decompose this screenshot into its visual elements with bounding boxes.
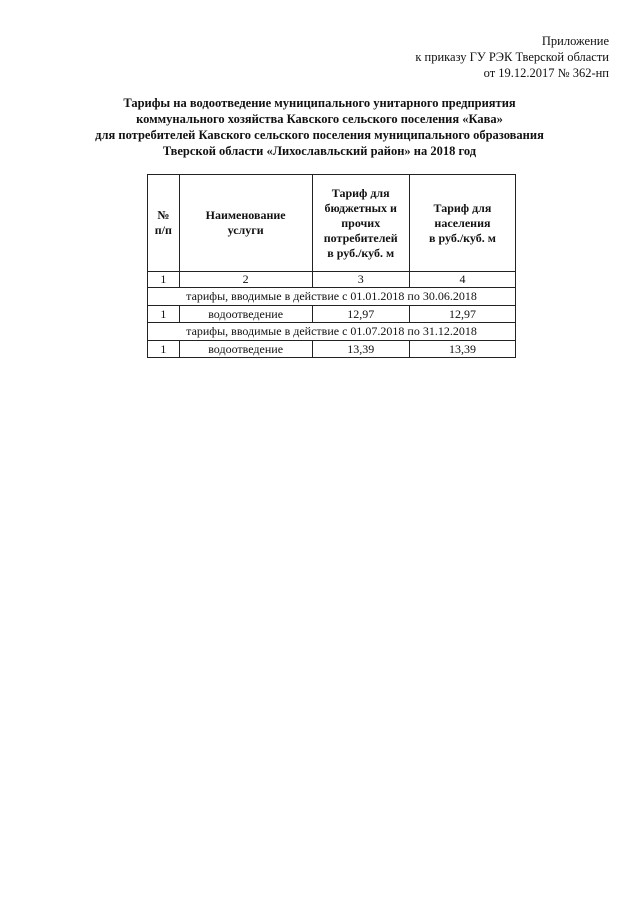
header-tariff-budget: Тариф для бюджетных и прочих потребителей в руб./куб. м bbox=[312, 175, 409, 272]
period-label: тарифы, вводимые в действие с 01.01.2018 по 30.06.2018 bbox=[148, 288, 516, 306]
title-line: Тверской области «Лихославльский район» на 2018 год bbox=[162, 144, 477, 158]
table-row bbox=[148, 341, 516, 358]
row-tariff-population: 13,39 bbox=[409, 341, 515, 358]
row-tariff-population: 12,97 bbox=[409, 306, 515, 323]
column-number: 4 bbox=[409, 272, 515, 288]
row-service: водоотведение bbox=[179, 306, 312, 323]
row-tariff-budget: 13,39 bbox=[312, 341, 409, 358]
row-num: 1 bbox=[148, 341, 180, 358]
table-row bbox=[148, 306, 516, 323]
column-number: 3 bbox=[312, 272, 409, 288]
header-tariff-population: Тариф для населения в руб./куб. м bbox=[409, 175, 515, 272]
period-row bbox=[148, 288, 516, 306]
appendix-order-line: к приказу ГУ РЭК Тверской области bbox=[415, 50, 609, 64]
row-num: 1 bbox=[148, 306, 180, 323]
appendix-date-line: от 19.12.2017 № 362-нп bbox=[483, 66, 609, 80]
period-label: тарифы, вводимые в действие с 01.07.2018 по 31.12.2018 bbox=[148, 323, 516, 341]
title-line: коммунального хозяйства Кавского сельского поселения «Кава» bbox=[136, 112, 503, 126]
period-row bbox=[148, 323, 516, 341]
header-service: Наименование услуги bbox=[179, 175, 312, 272]
tariff-table bbox=[147, 174, 516, 358]
row-service: водоотведение bbox=[179, 341, 312, 358]
title-line: для потребителей Кавского сельского поселения муниципального образования bbox=[95, 128, 544, 142]
title-line: Тарифы на водоотведение муниципального унитарного предприятия bbox=[123, 96, 516, 110]
appendix-header bbox=[415, 33, 609, 81]
column-number: 2 bbox=[179, 272, 312, 288]
column-number-row bbox=[148, 272, 516, 288]
table-header-row bbox=[148, 175, 516, 272]
column-number: 1 bbox=[148, 272, 180, 288]
appendix-line: Приложение bbox=[541, 34, 609, 48]
header-num: № п/п bbox=[148, 175, 180, 272]
document-title bbox=[40, 95, 599, 159]
row-tariff-budget: 12,97 bbox=[312, 306, 409, 323]
